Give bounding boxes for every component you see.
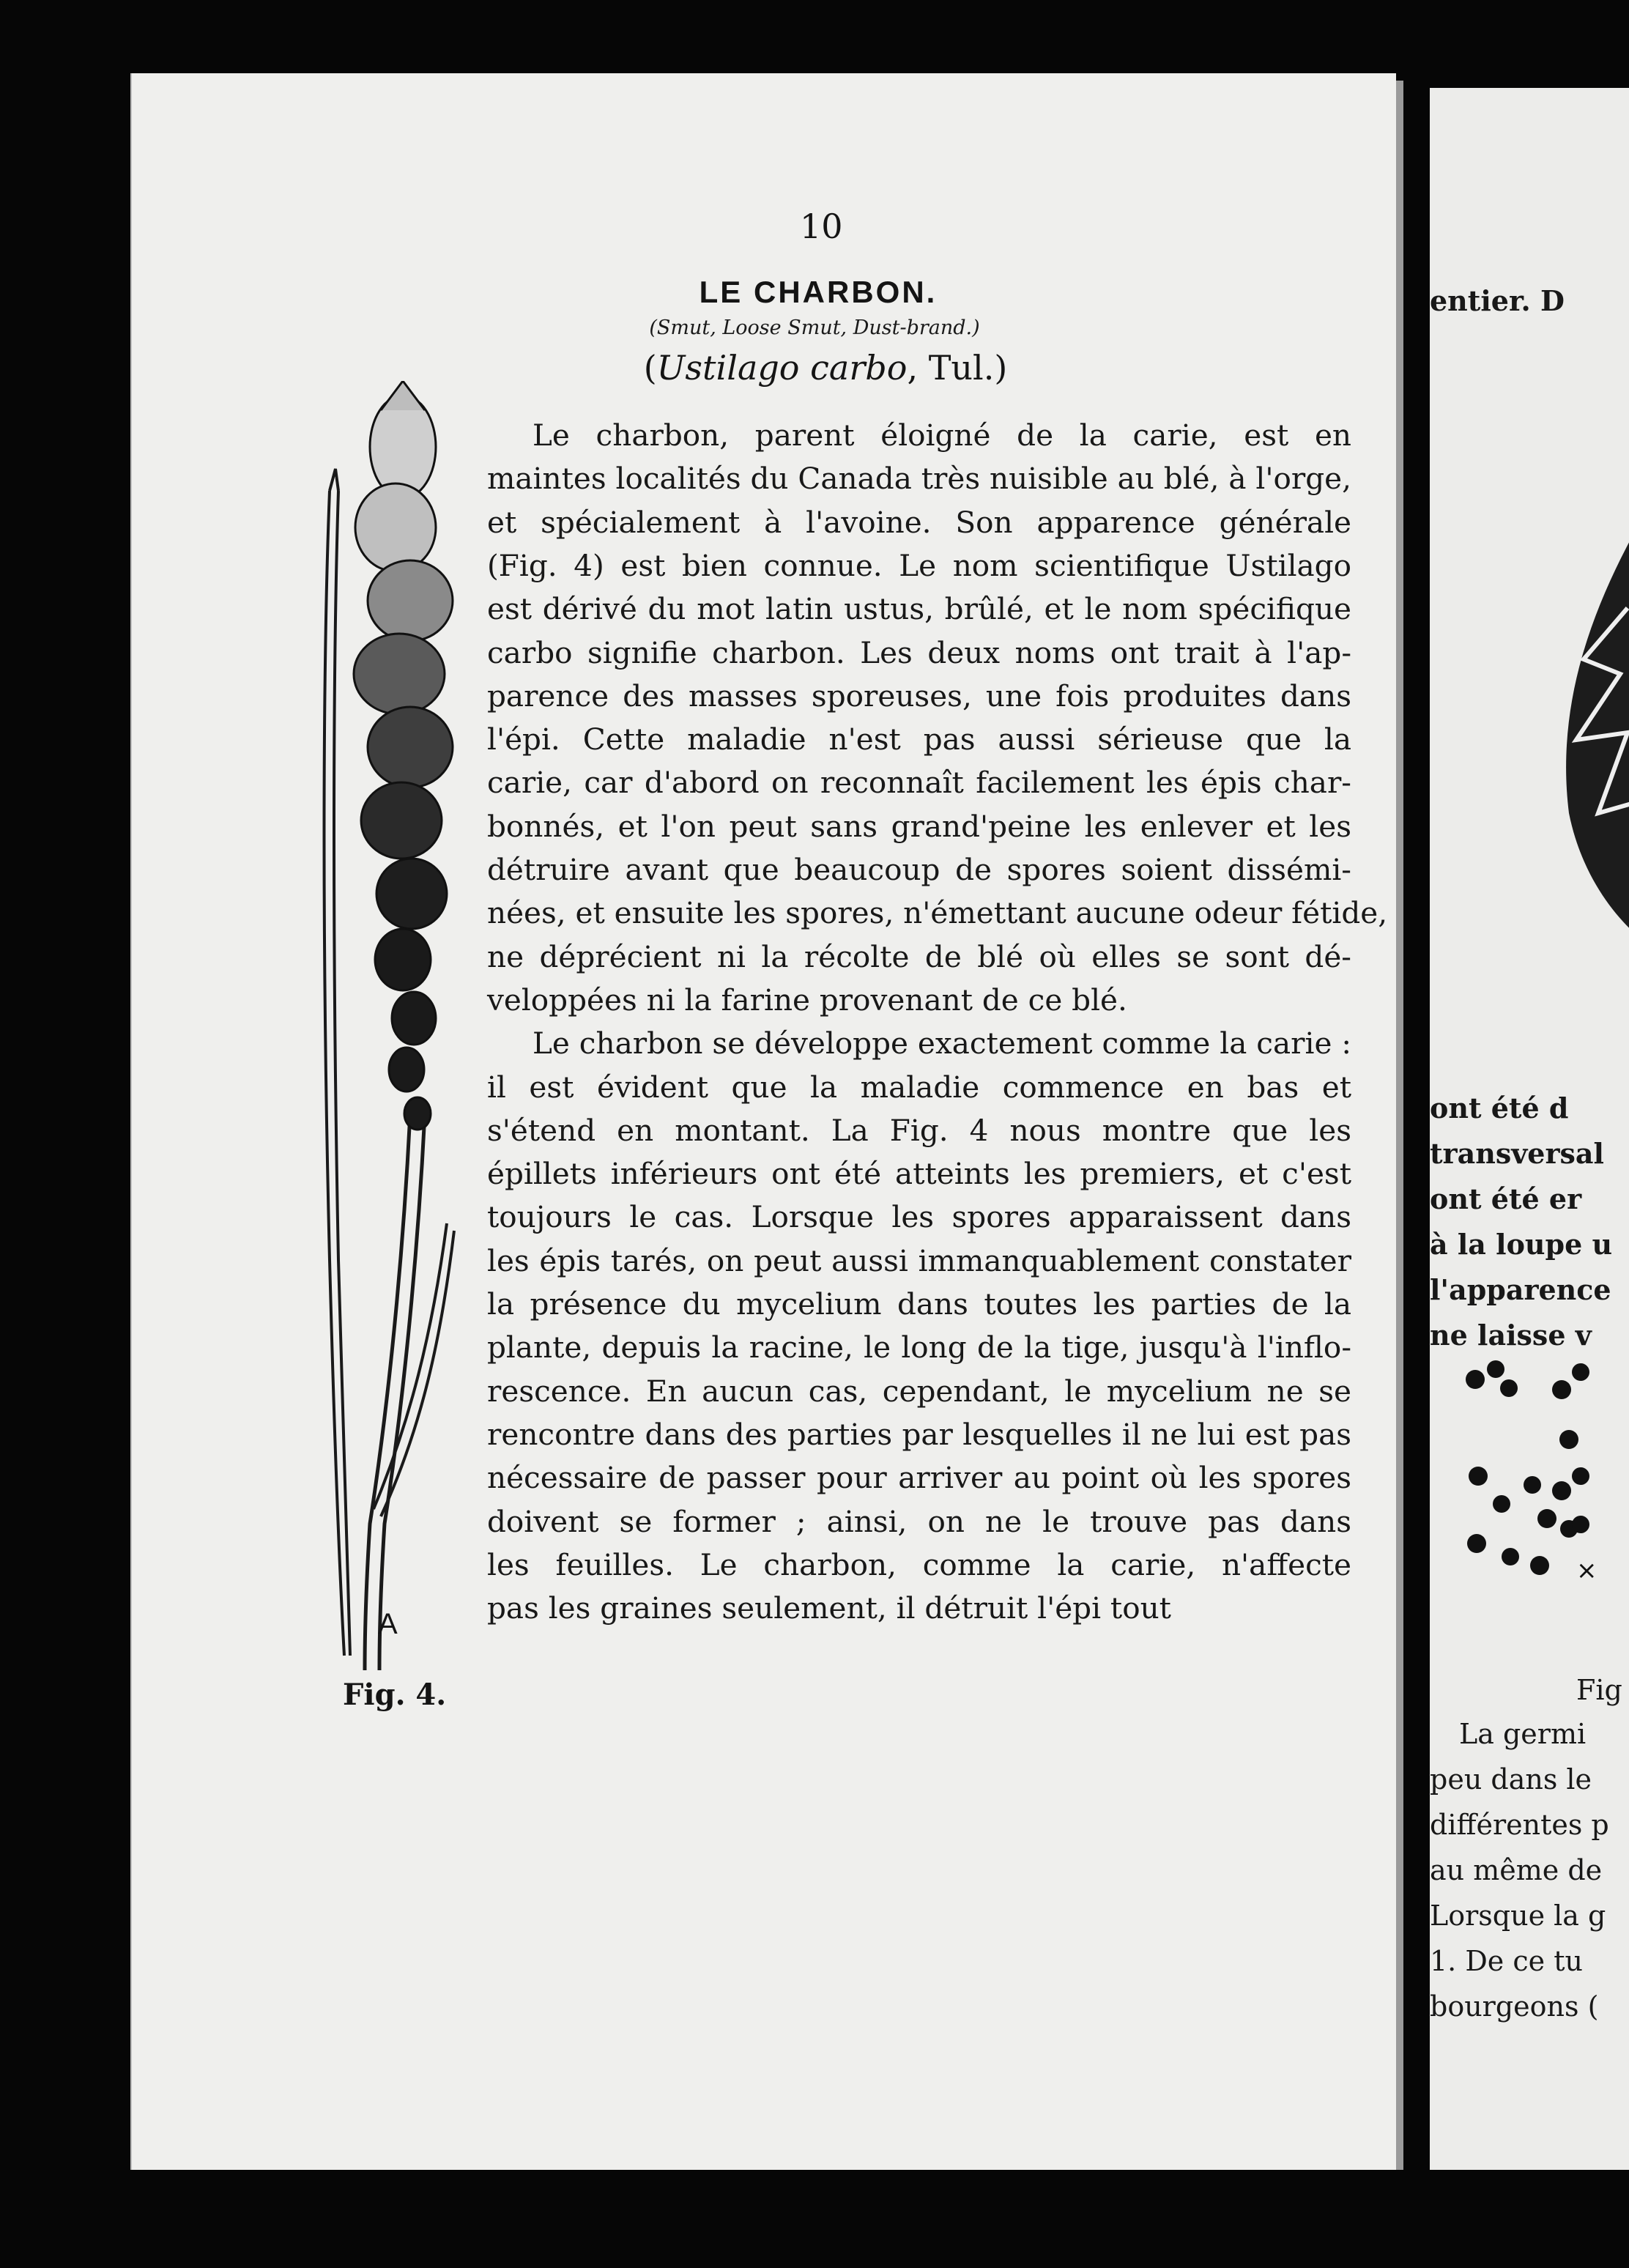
text-line: (Fig. 4) est bien connue. Le nom scientifique Ustilago [487,548,1351,583]
right-top-line: entier. D [1430,284,1565,317]
spore-marker: × [1576,1556,1598,1585]
partial-illustration [1540,505,1629,945]
text-line: carbo signifie charbon. Les deux noms ont trait à l'ap- [487,635,1351,670]
text-line: plante, depuis la racine, le long de la tige, jusqu'à l'inflo- [487,1330,1351,1365]
right-fig-label: Fig [1576,1674,1622,1706]
right-text-line: Lorsque la g [1430,1900,1606,1932]
text-line: épillets inférieurs ont été atteints les premiers, et c'est [487,1156,1351,1191]
text-line: carie, car d'abord on reconnaît facilement les épis char- [487,765,1351,800]
right-text-line: 1. De ce tu [1430,1945,1583,1977]
right-text-line: ne laisse v [1430,1319,1592,1352]
right-text-line: l'apparence [1430,1273,1611,1306]
smut-ear-illustration [300,381,491,1685]
text-line: pas les graines seulement, il détruit l'épi tout [487,1590,1171,1626]
page-title: LE CHARBON. [699,275,938,309]
right-text-line: bourgeons ( [1430,1990,1599,2023]
scientific-name [0,348,1629,388]
right-text-line: ont été d [1430,1092,1569,1124]
right-page [1430,88,1629,2170]
text-line: rescence. En aucun cas, cependant, le mycelium ne se [487,1374,1351,1409]
text-line: les épis tarés, on peut aussi immanquablement constater [487,1243,1351,1278]
text-line: Le charbon, parent éloigné de la carie, est en [533,418,1351,453]
text-line: l'épi. Cette maladie n'est pas aussi sérieuse que la [487,722,1351,757]
text-line: rencontre dans des parties par lesquelles il ne lui est pas [487,1417,1351,1452]
subtitle: (Smut, Loose Smut, Dust-brand.) [649,316,980,339]
right-text-line: transversal [1430,1137,1604,1170]
text-line: parence des masses sporeuses, une fois produites dans [487,678,1351,714]
text-line: maintes localités du Canada très nuisible au blé, à l'orge, [487,461,1351,496]
figure-letter: A [378,1608,398,1640]
right-text-line: ont été er [1430,1182,1582,1215]
text-line: bonnés, et l'on peut sans grand'peine les enlever et les [487,809,1351,844]
text-line: veloppées ni la farine provenant de ce blé. [487,982,1127,1018]
sci-genus: Ustilago carbo [656,348,908,388]
text-line: nées, et ensuite les spores, n'émettant aucune odeur fétide, [487,895,1388,930]
right-text-line: différentes p [1430,1809,1609,1841]
figure-caption: Fig. 4. [343,1678,447,1712]
text-line: doivent se former ; ainsi, on ne le trouve pas dans [487,1504,1351,1539]
text-line: nécessaire de passer pour arriver au point où les spores [487,1460,1351,1495]
right-text-line: La germi [1459,1718,1587,1750]
text-line: s'étend en montant. La Fig. 4 nous montre que les [487,1113,1351,1148]
right-text-line: peu dans le [1430,1763,1592,1796]
text-line: détruire avant que beaucoup de spores soient dissémi- [487,852,1351,887]
sci-open: ( [643,348,657,388]
text-line: toujours le cas. Lorsque les spores apparaissent dans [487,1199,1351,1234]
text-line: il est évident que la maladie commence en bas et [487,1070,1351,1105]
text-line: les feuilles. Le charbon, comme la carie, n'affecte [487,1547,1351,1582]
right-text-line: au même de [1430,1854,1603,1886]
text-line: et spécialement à l'avoine. Son apparence générale [487,505,1351,540]
text-line: ne déprécient ni la récolte de blé où elles se sont dé- [487,939,1351,974]
spores-figure [1459,1359,1629,1674]
right-text-line: à la loupe u [1430,1228,1613,1261]
page-number: 10 [800,207,843,246]
text-line: la présence du mycelium dans toutes les parties de la [487,1286,1351,1322]
sci-author: , Tul.) [907,348,1008,388]
page-edge [1396,81,1403,2170]
text-line: Le charbon se développe exactement comme la carie : [533,1026,1351,1061]
text-line: est dérivé du mot latin ustus, brûlé, et le nom spécifique [487,591,1351,626]
